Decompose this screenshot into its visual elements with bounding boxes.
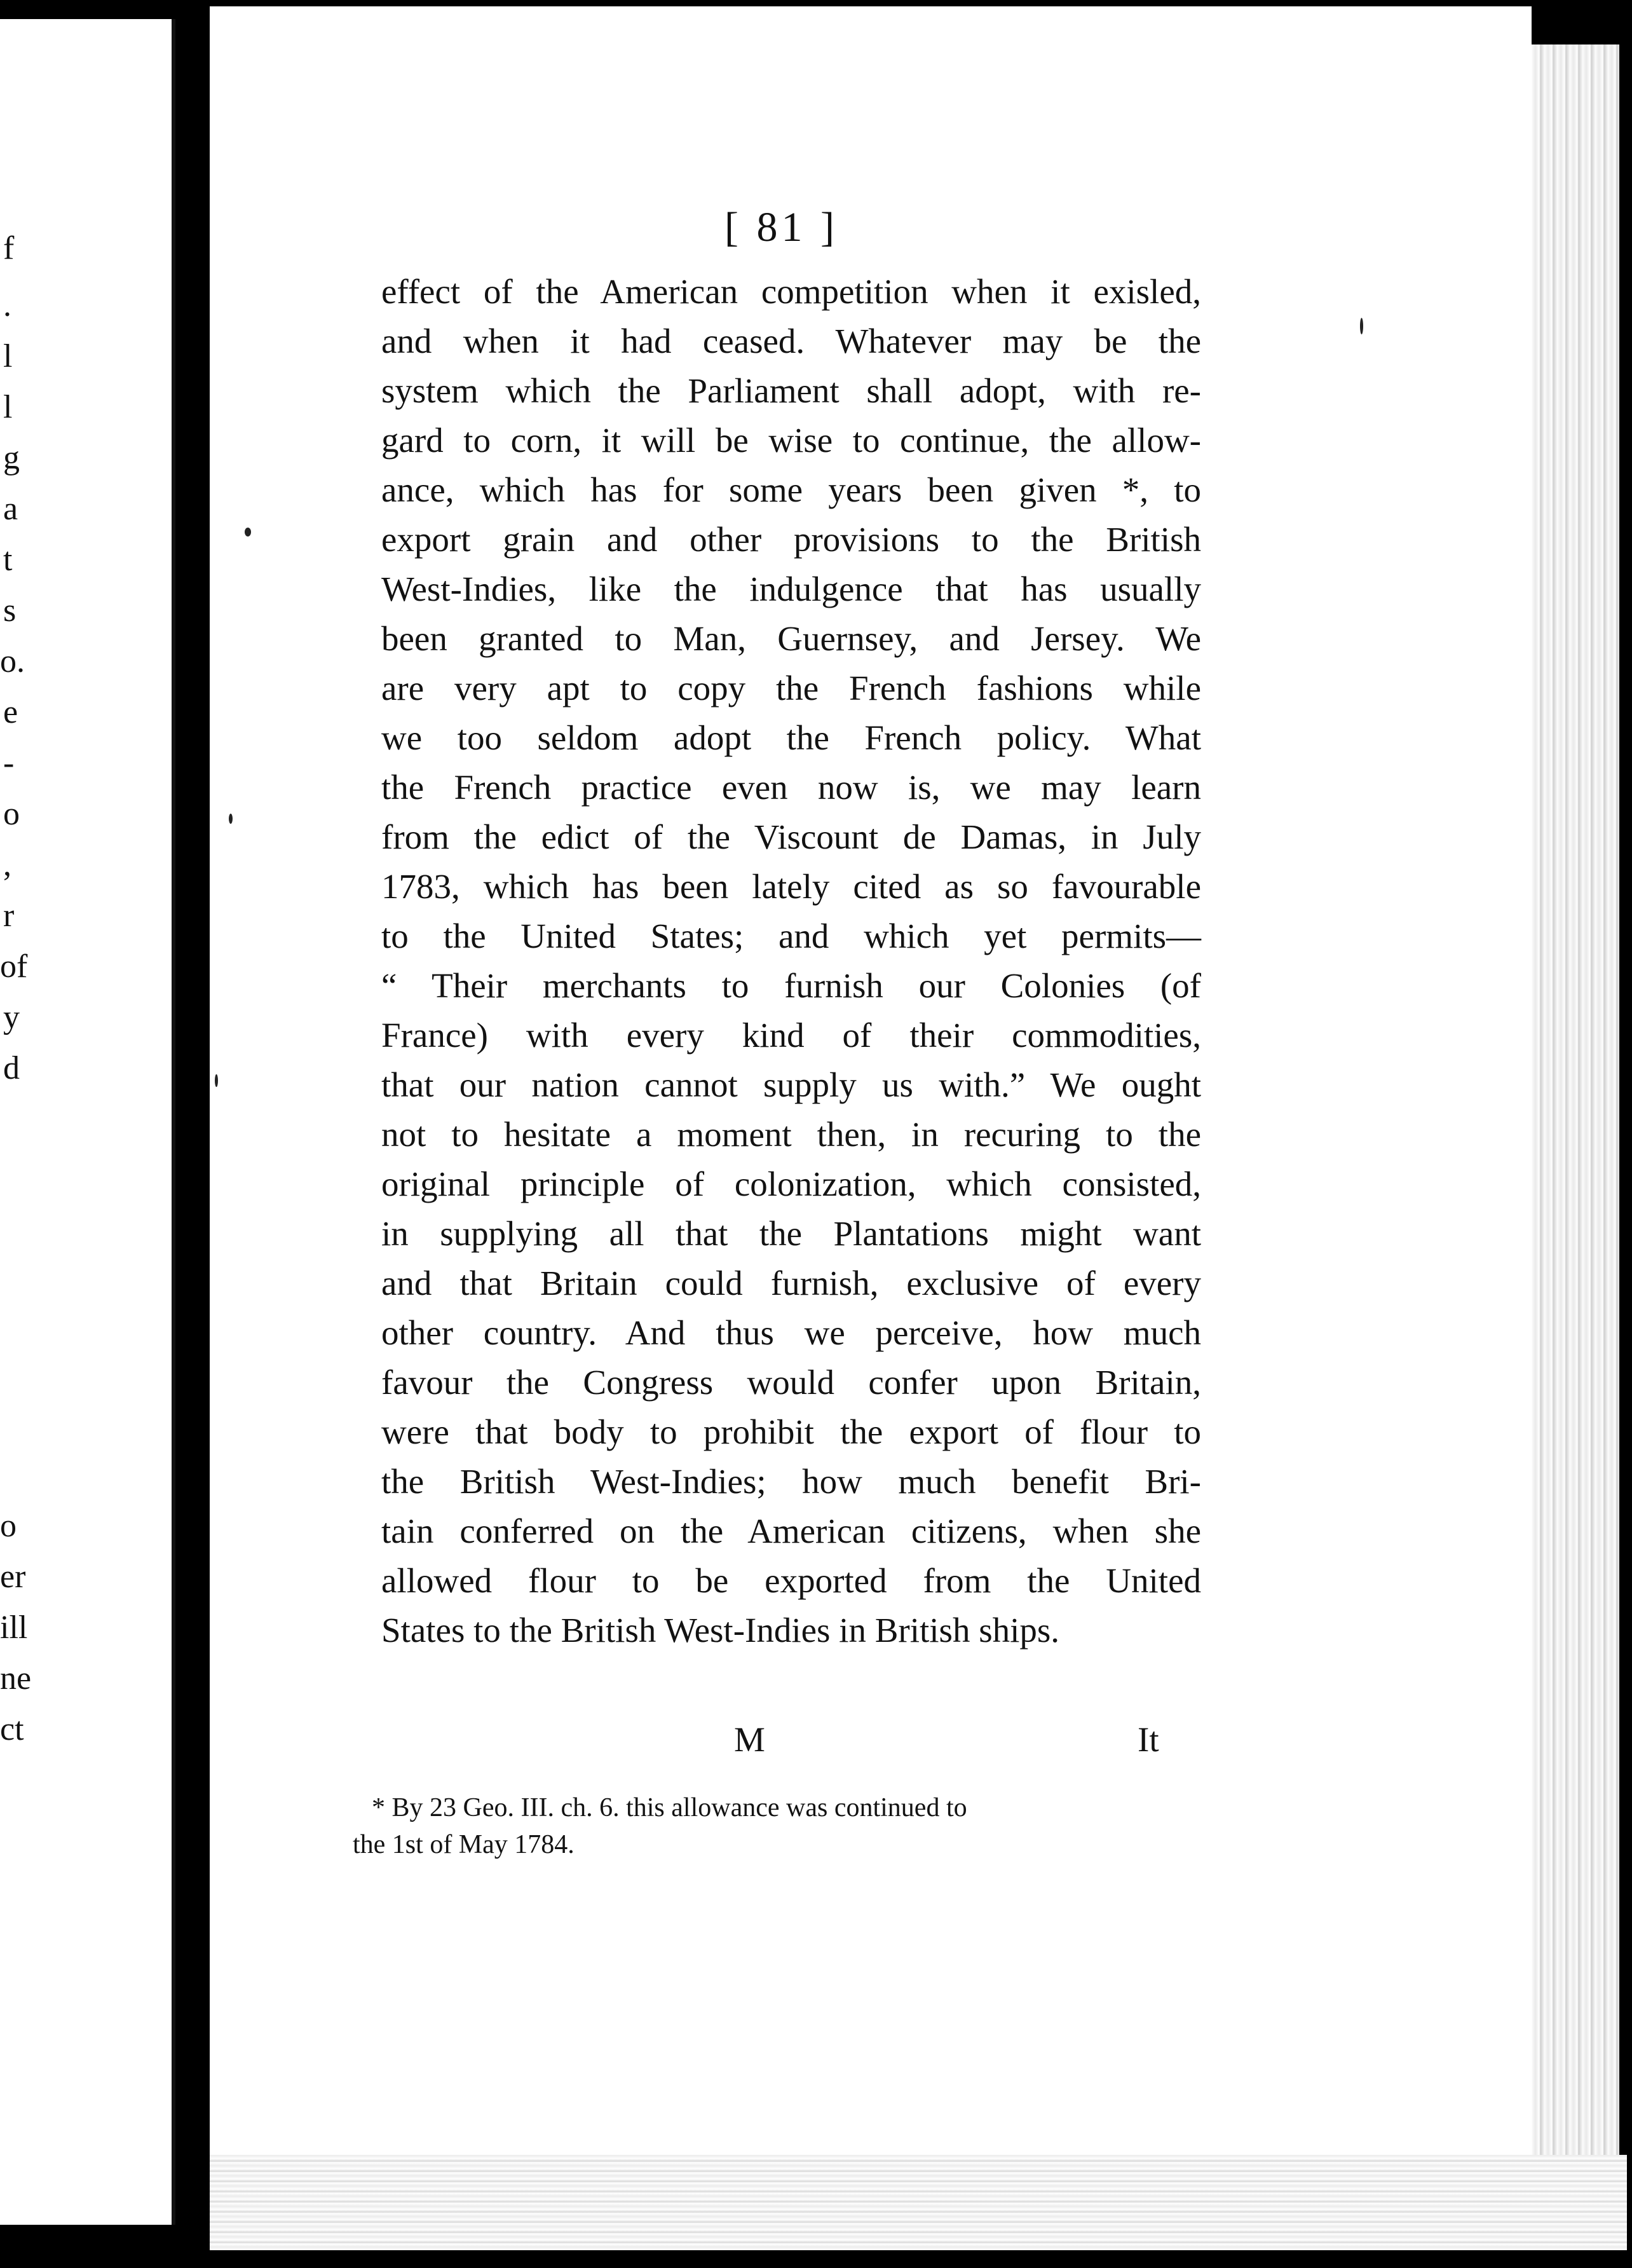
text-line: West-Indies, like the indulgence that has usually	[381, 570, 1201, 608]
facing-page-text: o	[0, 1508, 17, 1544]
facing-page-text: r	[3, 898, 15, 934]
text-line: ance, which has for some years been given *, to	[381, 470, 1201, 509]
text-line: the British West-Indies; how much benefit Bri-	[381, 1462, 1201, 1501]
facing-page-text: f	[3, 230, 15, 266]
ink-speck	[245, 528, 251, 536]
text-line: gard to corn, it will be wise to continue, the allow-	[381, 421, 1201, 460]
facing-page-text: ne	[0, 1660, 32, 1697]
facing-page-text: o.	[0, 643, 25, 680]
footnote-line: * By 23 Geo. III. ch. 6. this allowance was continued to	[372, 1793, 967, 1822]
text-line: in supplying all that the Plantations might want	[381, 1214, 1201, 1253]
facing-page-text: g	[3, 440, 20, 476]
text-line: we too seldom adopt the French policy. What	[381, 718, 1201, 757]
facing-page-text: d	[3, 1050, 20, 1086]
ink-speck	[1360, 318, 1363, 334]
body-text	[381, 267, 1201, 1655]
facing-page-text: ill	[0, 1609, 28, 1646]
text-line: States to the British West-Indies in British ships.	[381, 1611, 1060, 1650]
page-edge-stack	[1532, 44, 1627, 2218]
facing-page-text: l	[3, 338, 13, 374]
facing-page-text: .	[3, 287, 11, 324]
text-line: been granted to Man, Guernsey, and Jersey. We	[381, 619, 1201, 658]
page-edge-shadow	[1619, 38, 1632, 2225]
facing-page-text: o	[3, 796, 20, 832]
text-line: from the edict of the Viscount de Damas, in July	[381, 817, 1201, 856]
text-line: tain conferred on the American citizens, when she	[381, 1512, 1201, 1550]
text-line: export grain and other provisions to the British	[381, 520, 1201, 559]
text-line: system which the Parliament shall adopt, with re-	[381, 371, 1201, 410]
text-line: and when it had ceased. Whatever may be the	[381, 322, 1201, 360]
facing-page-text: of	[0, 948, 28, 985]
facing-page-text: l	[3, 389, 13, 425]
facing-page-text: er	[0, 1559, 26, 1595]
signature-mark: M	[734, 1720, 765, 1759]
text-line: and that Britain could furnish, exclusive of every	[381, 1264, 1201, 1302]
facing-page-text: ,	[3, 847, 11, 883]
facing-page-text: a	[3, 491, 18, 527]
facing-page-text: t	[3, 542, 13, 578]
text-line: “ Their merchants to furnish our Colonies (of	[381, 966, 1201, 1005]
footnote-line: the 1st of May 1784.	[353, 1830, 575, 1859]
facing-page-text: y	[3, 999, 20, 1035]
text-line: other country. And thus we perceive, how much	[381, 1313, 1201, 1352]
text-line: allowed flour to be exported from the United	[381, 1561, 1201, 1600]
text-line: 1783, which has been lately cited as so favourable	[381, 867, 1201, 906]
page-number: [ 81 ]	[724, 204, 838, 250]
text-line: that our nation cannot supply us with.” We ought	[381, 1065, 1201, 1104]
text-line: to the United States; and which yet permits—	[381, 917, 1201, 955]
ink-speck	[229, 814, 233, 824]
facing-page-fragment	[0, 19, 175, 2225]
text-line: original principle of colonization, which consisted,	[381, 1165, 1201, 1203]
text-line: are very apt to copy the French fashions while	[381, 669, 1201, 707]
facing-page-text: e	[3, 694, 18, 730]
text-line: not to hesitate a moment then, in recuring to the	[381, 1115, 1201, 1154]
facing-page-text: s	[3, 592, 17, 629]
text-line: favour the Congress would confer upon Britain,	[381, 1363, 1201, 1402]
catchword: It	[1138, 1720, 1159, 1759]
text-line: were that body to prohibit the export of flour to	[381, 1412, 1201, 1451]
text-line: the French practice even now is, we may learn	[381, 768, 1201, 807]
facing-page-text: ct	[0, 1711, 24, 1747]
ink-speck	[215, 1074, 218, 1087]
facing-page-text: -	[3, 745, 15, 781]
page-bottom-edge	[210, 2155, 1627, 2250]
footnote	[353, 1789, 1166, 1863]
text-line: effect of the American competition when it exisled,	[381, 272, 1201, 311]
text-line: France) with every kind of their commodities,	[381, 1016, 1201, 1055]
